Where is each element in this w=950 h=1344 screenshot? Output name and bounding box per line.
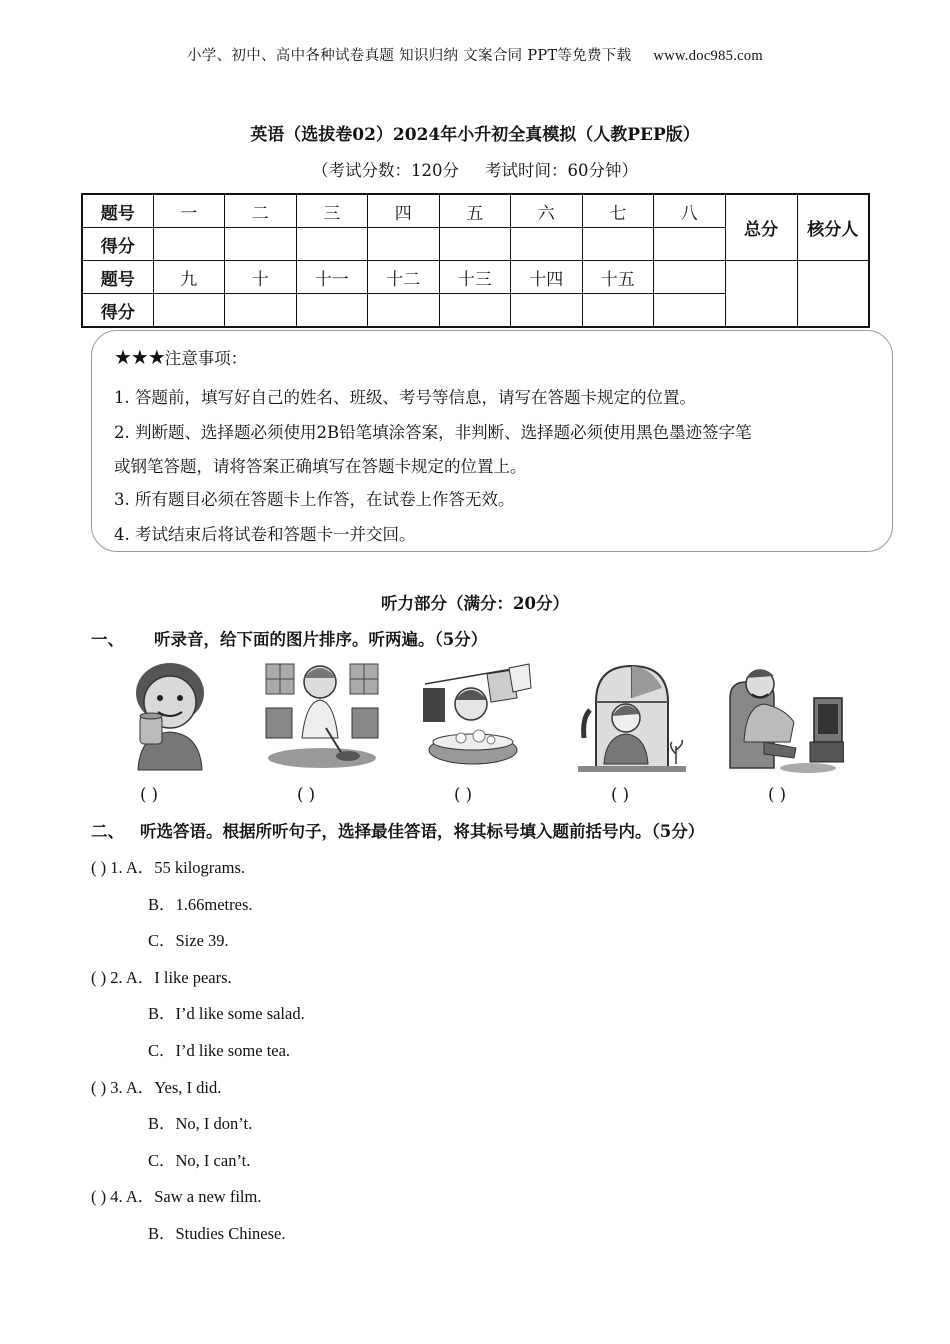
score-cell[interactable]	[439, 294, 511, 328]
question-1-stem: ( ) 1. A．55 kilograms.	[91, 858, 245, 877]
notice-item: 1. 答题前，填写好自己的姓名、班级、考号等信息，请写在答题卡规定的位置。	[114, 388, 696, 407]
score-cell[interactable]	[511, 294, 583, 328]
exam-title: 英语（选拔卷02）2024年小升初全真模拟（人教PEP版）	[250, 125, 700, 145]
question-no	[654, 261, 726, 294]
question-2-stem: ( ) 2. A．I like pears.	[91, 968, 232, 987]
score-cell[interactable]	[654, 228, 726, 261]
listening-section-title: 听力部分（满分：20分）	[381, 594, 569, 613]
answer-paren-1[interactable]: ( )	[140, 785, 159, 804]
row-label-no: 题号	[82, 194, 153, 228]
score-cell[interactable]	[225, 294, 297, 328]
question-2-option-b: B．I’d like some salad.	[148, 1004, 305, 1023]
question-1-option-b: B．1.66metres.	[148, 895, 253, 914]
boy-at-window-picture	[572, 658, 692, 776]
question-no: 七	[582, 194, 654, 228]
question-no: 八	[654, 194, 726, 228]
page-header	[0, 44, 950, 65]
question-no: 十	[225, 261, 297, 294]
question-no: 一	[153, 194, 225, 228]
part1-number: 一、	[91, 630, 124, 649]
question-no: 十五	[582, 261, 654, 294]
exam-time-info: 考试时间：60分钟）	[485, 161, 638, 180]
header-text: 小学、初中、高中各种试卷真题 知识归纳 文案合同 PPT等免费下载	[187, 48, 632, 64]
score-table	[81, 193, 870, 328]
header-site[interactable]: www.doc985.com	[653, 48, 763, 64]
score-cell[interactable]	[153, 294, 225, 328]
score-cell[interactable]	[296, 228, 368, 261]
score-cell[interactable]	[225, 228, 297, 261]
score-cell[interactable]	[654, 294, 726, 328]
row-label-no: 题号	[82, 261, 153, 294]
score-cell[interactable]	[582, 294, 654, 328]
part2-heading	[91, 818, 704, 842]
score-cell[interactable]	[368, 294, 440, 328]
score-cell[interactable]	[439, 228, 511, 261]
notice-item: 2. 判断题、选择题必须使用2B铅笔填涂答案，非判断、选择题必须使用黑色墨迹签字笔	[114, 423, 752, 442]
score-cell[interactable]	[153, 228, 225, 261]
question-3-stem: ( ) 3. A．Yes, I did.	[91, 1078, 222, 1097]
question-1-option-c: C．Size 39.	[148, 931, 229, 950]
exam-subtitle	[0, 157, 950, 181]
part2-number: 二、	[91, 822, 124, 841]
question-no: 四	[368, 194, 440, 228]
score-cell[interactable]	[582, 228, 654, 261]
answer-paren-5[interactable]: ( )	[768, 785, 787, 804]
checker-label: 核分人	[797, 194, 869, 261]
question-no: 三	[296, 194, 368, 228]
question-3-option-b: B．No, I don’t.	[148, 1114, 253, 1133]
checker-cell[interactable]	[797, 261, 869, 328]
score-cell[interactable]	[368, 228, 440, 261]
question-no: 九	[153, 261, 225, 294]
row-label-score: 得分	[82, 294, 153, 328]
question-no: 五	[439, 194, 511, 228]
question-no: 十三	[439, 261, 511, 294]
question-no: 十四	[511, 261, 583, 294]
notice-item: 3. 所有题目必须在答题卡上作答，在试卷上作答无效。	[114, 490, 515, 509]
exam-score-info: （考试分数：120分	[312, 161, 459, 180]
answer-paren-4[interactable]: ( )	[611, 785, 630, 804]
score-cell[interactable]	[511, 228, 583, 261]
part1-instruction: 听录音，给下面的图片排序。听两遍。（5分）	[154, 630, 488, 649]
question-3-option-c: C．No, I can’t.	[148, 1151, 251, 1170]
total-score-cell[interactable]	[725, 261, 797, 328]
part1-heading	[91, 626, 487, 650]
question-2-option-c: C．I’d like some tea.	[148, 1041, 291, 1060]
girl-washing-clothes-picture	[417, 658, 537, 776]
score-cell[interactable]	[296, 294, 368, 328]
man-watching-tv-picture	[724, 658, 844, 776]
notice-title: 注意事项：	[164, 349, 248, 368]
row-label-score: 得分	[82, 228, 153, 261]
question-no: 二	[225, 194, 297, 228]
notice-heading	[114, 345, 870, 369]
question-no: 十二	[368, 261, 440, 294]
stars-icon: ★★★	[114, 345, 165, 369]
question-no: 十一	[296, 261, 368, 294]
question-4-stem: ( ) 4. A．Saw a new film.	[91, 1187, 262, 1206]
total-label: 总分	[725, 194, 797, 261]
question-4-option-b: B．Studies Chinese.	[148, 1224, 286, 1243]
notice-item: 或钢笔答题，请将答案正确填写在答题卡规定的位置上。	[114, 457, 527, 476]
notice-item: 4. 考试结束后将试卷和答题卡一并交回。	[114, 525, 416, 544]
part2-instruction: 听选答语。根据所听句子，选择最佳答语，将其标号填入题前括号内。（5分）	[140, 822, 705, 841]
boy-with-cup-picture	[110, 658, 230, 776]
answer-paren-2[interactable]: ( )	[297, 785, 316, 804]
girl-vacuuming-picture	[262, 658, 382, 776]
question-no: 六	[511, 194, 583, 228]
answer-paren-3[interactable]: ( )	[454, 785, 473, 804]
notice-box	[91, 330, 893, 552]
